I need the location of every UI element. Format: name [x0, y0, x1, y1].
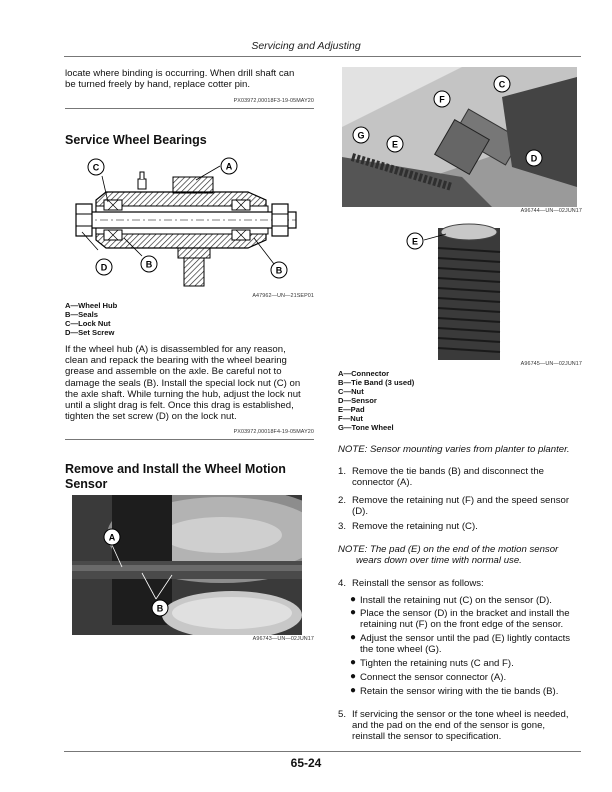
callout-label: B [145, 259, 153, 270]
body-line: grease and assemble on the axle. Be careful not to [65, 366, 282, 378]
callout-label: F [439, 94, 445, 105]
footer-rule [64, 751, 581, 752]
step-5 [338, 709, 588, 745]
callout-d [524, 148, 544, 168]
body-ref: PX03972,00018F4-19-05MAY20 [233, 429, 314, 435]
bullet-item [350, 633, 590, 657]
callout-label: B [156, 603, 164, 614]
legend-item: D—Sensor [338, 396, 377, 405]
callout-label: G [357, 130, 365, 141]
callout-g [351, 125, 371, 145]
bullet-item [350, 672, 590, 685]
bearings-title: Service Wheel Bearings [65, 133, 207, 147]
intro-ref: PX03972,00018F3-19-05MAY20 [233, 98, 314, 104]
callout-b [150, 598, 170, 618]
bullet-text [360, 672, 506, 683]
bullet-line: Retain the sensor wiring with the tie bands (B). [360, 686, 559, 697]
bullet-text [360, 595, 552, 606]
callout-f [432, 89, 452, 109]
body-line: until a slight drag is felt. Once this drag is established, [65, 400, 294, 412]
bearings-body [65, 344, 325, 422]
legend-item: C—Lock Nut [65, 319, 111, 328]
bullet-line: the tone wheel (G). [360, 644, 442, 656]
callout-label: A [108, 532, 116, 543]
sensor-title-line: Remove and Install the Wheel Motion [65, 462, 286, 476]
step-number: 3. [338, 521, 347, 532]
photo-ref: A96745—UN—02JUN17 [520, 361, 582, 367]
legend-item: E—Pad [338, 405, 365, 414]
callout-e [405, 231, 425, 251]
note-line: wears down over time with normal use. [356, 555, 522, 567]
bullet-text [360, 686, 558, 697]
sensor-location-photo [72, 495, 302, 635]
bullet-text [360, 608, 570, 630]
header-rule [64, 56, 581, 57]
sensor-pad-photo [342, 218, 577, 360]
bullet-dot: ● [350, 607, 357, 618]
bearings-legend [65, 301, 117, 337]
step-line: If servicing the sensor or the tone wheel is needed, [352, 709, 569, 720]
callout-label: E [411, 236, 419, 247]
page-number: 65-24 [290, 756, 322, 770]
bullet-line: Place the sensor (D) in the bracket and install the [360, 608, 570, 619]
bullet-line: Install the retaining nut (C) on the sensor (D). [360, 595, 552, 606]
bullet-item [350, 658, 590, 671]
callout-b [139, 254, 159, 274]
section-rule [65, 439, 314, 440]
step-text [352, 495, 569, 517]
callout-a [219, 156, 239, 176]
callout-label: C [92, 162, 100, 173]
step-text [352, 521, 478, 532]
step-2 [338, 495, 588, 519]
bullet-text [360, 658, 514, 669]
callout-label: B [275, 265, 283, 276]
sensor-legend [338, 369, 414, 432]
sensor-closeup-photo [342, 67, 577, 207]
bullet-line: Adjust the sensor until the pad (E) lightly contacts [360, 633, 571, 644]
callout-label: D [100, 262, 108, 273]
callout-e [385, 134, 405, 154]
callout-d [94, 257, 114, 277]
step-line: reinstall the sensor to specification. [352, 731, 502, 743]
bullet-item [350, 608, 590, 632]
body-line: damage the seals (B). Install the special lock nut (C) on [65, 377, 301, 389]
note-mounting: NOTE: Sensor mounting varies from planter to planter. [338, 444, 570, 455]
step-1 [338, 466, 588, 490]
step-4 [338, 578, 588, 591]
bullet-dot: ● [350, 632, 357, 643]
legend-item: A—Wheel Hub [65, 301, 118, 310]
step-line: Remove the tie bands (B) and disconnect the [352, 466, 544, 477]
legend-item: D—Set Screw [65, 328, 115, 337]
legend-item: B—Tie Band (3 used) [338, 378, 415, 387]
note-line: NOTE: The pad (E) on the end of the motion sensor [338, 544, 559, 555]
bullet-line: Connect the sensor connector (A). [360, 672, 507, 683]
bullet-line: retaining nut (F) on the front edge of the sensor. [360, 619, 564, 631]
sensor-title-line: Sensor [65, 477, 108, 491]
body-line: tighten the set screw (D) on the lock nut. [65, 411, 237, 423]
step-text [352, 578, 484, 589]
legend-item: C—Nut [338, 387, 364, 396]
step-line: connector (A). [352, 477, 413, 489]
callout-label: A [225, 161, 233, 172]
legend-item: F—Nut [338, 414, 363, 423]
bullet-line: Tighten the retaining nuts (C and F). [360, 658, 514, 669]
callout-label: E [391, 139, 399, 150]
legend-item: B—Seals [65, 310, 98, 319]
step-number: 1. [338, 466, 347, 477]
photo-ref: A96743—UN—02JUN17 [252, 636, 314, 642]
section-rule [65, 108, 314, 109]
bullet-dot: ● [350, 657, 357, 668]
body-line: the axle shaft. While turning the hub, adjust the lock nut [65, 388, 301, 400]
step-3 [338, 521, 588, 534]
step-line: and the pad on the end of the sensor is gone, [352, 720, 546, 732]
legend-item: A—Connector [338, 369, 390, 378]
callout-c [86, 157, 106, 177]
intro-text [65, 68, 325, 90]
callout-a [102, 527, 122, 547]
callout-c [492, 74, 512, 94]
bullet-item [350, 595, 590, 608]
callout-b [269, 260, 289, 280]
callout-label: C [498, 79, 506, 90]
intro-line: be turned freely by hand, replace cotter pin. [65, 79, 251, 91]
step-number: 2. [338, 495, 347, 506]
bullet-dot: ● [350, 594, 357, 605]
sensor-title [65, 462, 286, 492]
body-line: clean and repack the bearing with the wheel bearing [65, 355, 287, 367]
step-line: (D). [352, 506, 368, 518]
photo-ref: A96744—UN—02JUN17 [520, 208, 582, 214]
running-header: Servicing and Adjusting [251, 40, 361, 52]
step-line: Remove the retaining nut (C). [352, 521, 478, 532]
step-number: 4. [338, 578, 347, 589]
intro-line: locate where binding is occurring. When drill shaft can [65, 68, 295, 79]
bullet-item [350, 686, 590, 699]
note-pad-wear [338, 544, 588, 566]
step-number: 5. [338, 709, 347, 720]
legend-item: G—Tone Wheel [338, 423, 394, 432]
bullet-text [360, 633, 570, 655]
figure-ref: A47962—UN—21SEP01 [252, 293, 314, 299]
bullet-dot: ● [350, 685, 357, 696]
bullet-dot: ● [350, 671, 357, 682]
step-text [352, 466, 544, 488]
step-text [352, 709, 569, 743]
step-line: Remove the retaining nut (F) and the speed sensor [352, 495, 570, 506]
callout-label: D [530, 153, 538, 164]
step-line: Reinstall the sensor as follows: [352, 578, 484, 589]
body-line: If the wheel hub (A) is disassembled for any reason, [65, 344, 286, 355]
